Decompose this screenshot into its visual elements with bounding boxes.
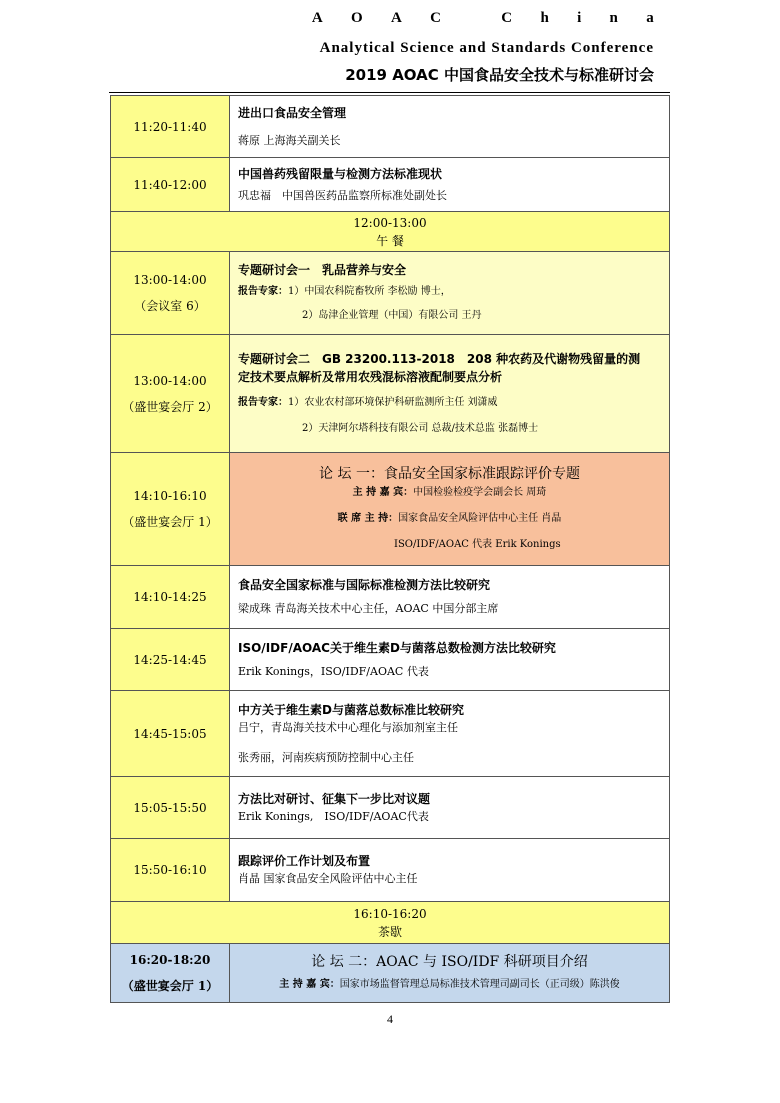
host: 中国检验检疫学会副会长 周琦 (413, 487, 547, 498)
break-row (111, 212, 670, 252)
speaker: Erik Konings, ISO/IDF/AOAC代表 (238, 809, 429, 823)
time-cell (111, 335, 230, 453)
session-title: 中国兽药残留限量与检测方法标准现状 (238, 166, 443, 181)
session-cell (230, 777, 670, 839)
forum-title: 论 坛 二：AOAC 与 ISO/IDF 科研项目介绍 (311, 954, 588, 970)
break-cell (111, 902, 670, 944)
schedule-row (111, 629, 670, 691)
session-title: 食品安全国家标准与国际标准检测方法比较研究 (238, 578, 491, 592)
schedule-row (111, 839, 670, 902)
host-label: 主 持 嘉 宾： (279, 979, 340, 990)
time-cell (111, 453, 230, 566)
session-cell (230, 691, 670, 777)
break-label: 午 餐 (376, 233, 404, 248)
speaker: 蒋原 上海海关副关长 (238, 133, 341, 147)
forum-cell (230, 944, 670, 1003)
schedule-table (110, 95, 670, 1003)
header-divider (109, 92, 670, 93)
forum-cell (230, 453, 670, 566)
time-cell: 11:40-12:00 (111, 158, 230, 212)
session-time: 14:10-16:10 (133, 489, 207, 503)
speaker: 梁成珠 青岛海关技术中心主任，AOAC 中国分部主席 (238, 602, 499, 615)
time-cell: 15:05-15:50 (111, 777, 230, 839)
session-room: （盛世宴会厅 2） (122, 399, 218, 414)
schedule-row (111, 158, 670, 212)
break-time: 12:00-13:00 (353, 215, 427, 230)
session-title: 专题研讨会一 乳品营养与安全 (238, 263, 407, 277)
break-row (111, 902, 670, 944)
session-time: 16:20-18:20 (129, 953, 211, 967)
session-cell (230, 566, 670, 629)
session-title-cont: 定技术要点解析及常用农残混标溶液配制要点分析 (238, 369, 503, 384)
header-conference-en: Analytical Science and Standards Conference (319, 40, 654, 56)
speaker: 肖晶 国家食品安全风险评估中心主任 (238, 872, 418, 885)
schedule-row (111, 96, 670, 158)
time-cell: 14:10-14:25 (111, 566, 230, 629)
session-time: 13:00-14:00 (133, 373, 207, 388)
session-cell (230, 96, 670, 158)
expert: 1）中国农科院畜牧所 李松励 博士， (288, 286, 451, 297)
session-title: 中方关于维生素D与菌落总数标准比较研究 (238, 702, 464, 717)
schedule-row (111, 777, 670, 839)
time-cell: 14:45-15:05 (111, 691, 230, 777)
forum-title: 论 坛 一：食品安全国家标准跟踪评价专题 (319, 466, 580, 482)
cohost: ISO/IDF/AOAC 代表 Erik Konings (394, 539, 561, 550)
cohost-label: 联 席 主 持： (337, 513, 399, 524)
expert: 2）岛津企业管理（中国）有限公司 王丹 (302, 310, 482, 321)
host-label: 主 持 嘉 宾： (352, 487, 414, 498)
forum-row (111, 944, 670, 1003)
break-time: 16:10-16:20 (353, 906, 427, 921)
time-cell: 15:50-16:10 (111, 839, 230, 902)
session-room: （盛世宴会厅 1） (122, 515, 218, 529)
expert: 2）天津阿尔塔科技有限公司 总裁/技术总监 张磊博士 (302, 422, 539, 434)
expert-label: 报告专家： (238, 396, 288, 408)
session-cell (230, 839, 670, 902)
session-room: （盛世宴会厅 1） (121, 979, 219, 993)
page-number: 4 (387, 1012, 393, 1026)
session-cell (230, 252, 670, 335)
cohost: 国家食品安全风险评估中心主任 肖晶 (398, 513, 562, 524)
session-title: 专题研讨会二 GB 23200.113-2018 208 种农药及代谢物残留量的测 (238, 351, 641, 366)
header-conference-cn: 2019 AOAC 中国食品安全技术与标准研讨会 (345, 66, 654, 84)
time-cell: 11:20-11:40 (111, 96, 230, 158)
expert: 1）农业农村部环境保护科研监测所主任 刘潇威 (288, 396, 498, 408)
header-brand: AOAC China (311, 10, 682, 26)
speaker: Erik Konings，ISO/IDF/AOAC 代表 (238, 664, 429, 678)
schedule-row (111, 691, 670, 777)
expert-label: 报告专家： (238, 286, 288, 297)
session-title: 方法比对研讨、征集下一步比对议题 (238, 791, 431, 806)
schedule-row (111, 335, 670, 453)
time-cell (111, 944, 230, 1003)
session-title: 跟踪评价工作计划及布置 (238, 854, 371, 868)
speaker: 巩忠福 中国兽医药品监察所标准处副处长 (238, 188, 447, 202)
break-label: 茶歇 (377, 924, 402, 939)
forum-row (111, 453, 670, 566)
schedule-row (111, 566, 670, 629)
session-time: 13:00-14:00 (133, 273, 207, 287)
speaker: 吕宁，青岛海关技术中心理化与添加剂室主任 (238, 720, 458, 734)
session-title: 进出口食品安全管理 (238, 105, 347, 120)
session-cell (230, 629, 670, 691)
session-title: ISO/IDF/AOAC关于维生素D与菌落总数检测方法比较研究 (238, 640, 556, 655)
session-room: （会议室 6） (134, 299, 206, 313)
time-cell: 14:25-14:45 (111, 629, 230, 691)
host: 国家市场监督管理总局标准技术管理司副司长（正司级）陈洪俊 (339, 979, 620, 990)
schedule-row (111, 252, 670, 335)
session-cell (230, 335, 670, 453)
break-cell (111, 212, 670, 252)
time-cell (111, 252, 230, 335)
speaker: 张秀丽，河南疾病预防控制中心主任 (238, 750, 414, 764)
session-cell (230, 158, 670, 212)
